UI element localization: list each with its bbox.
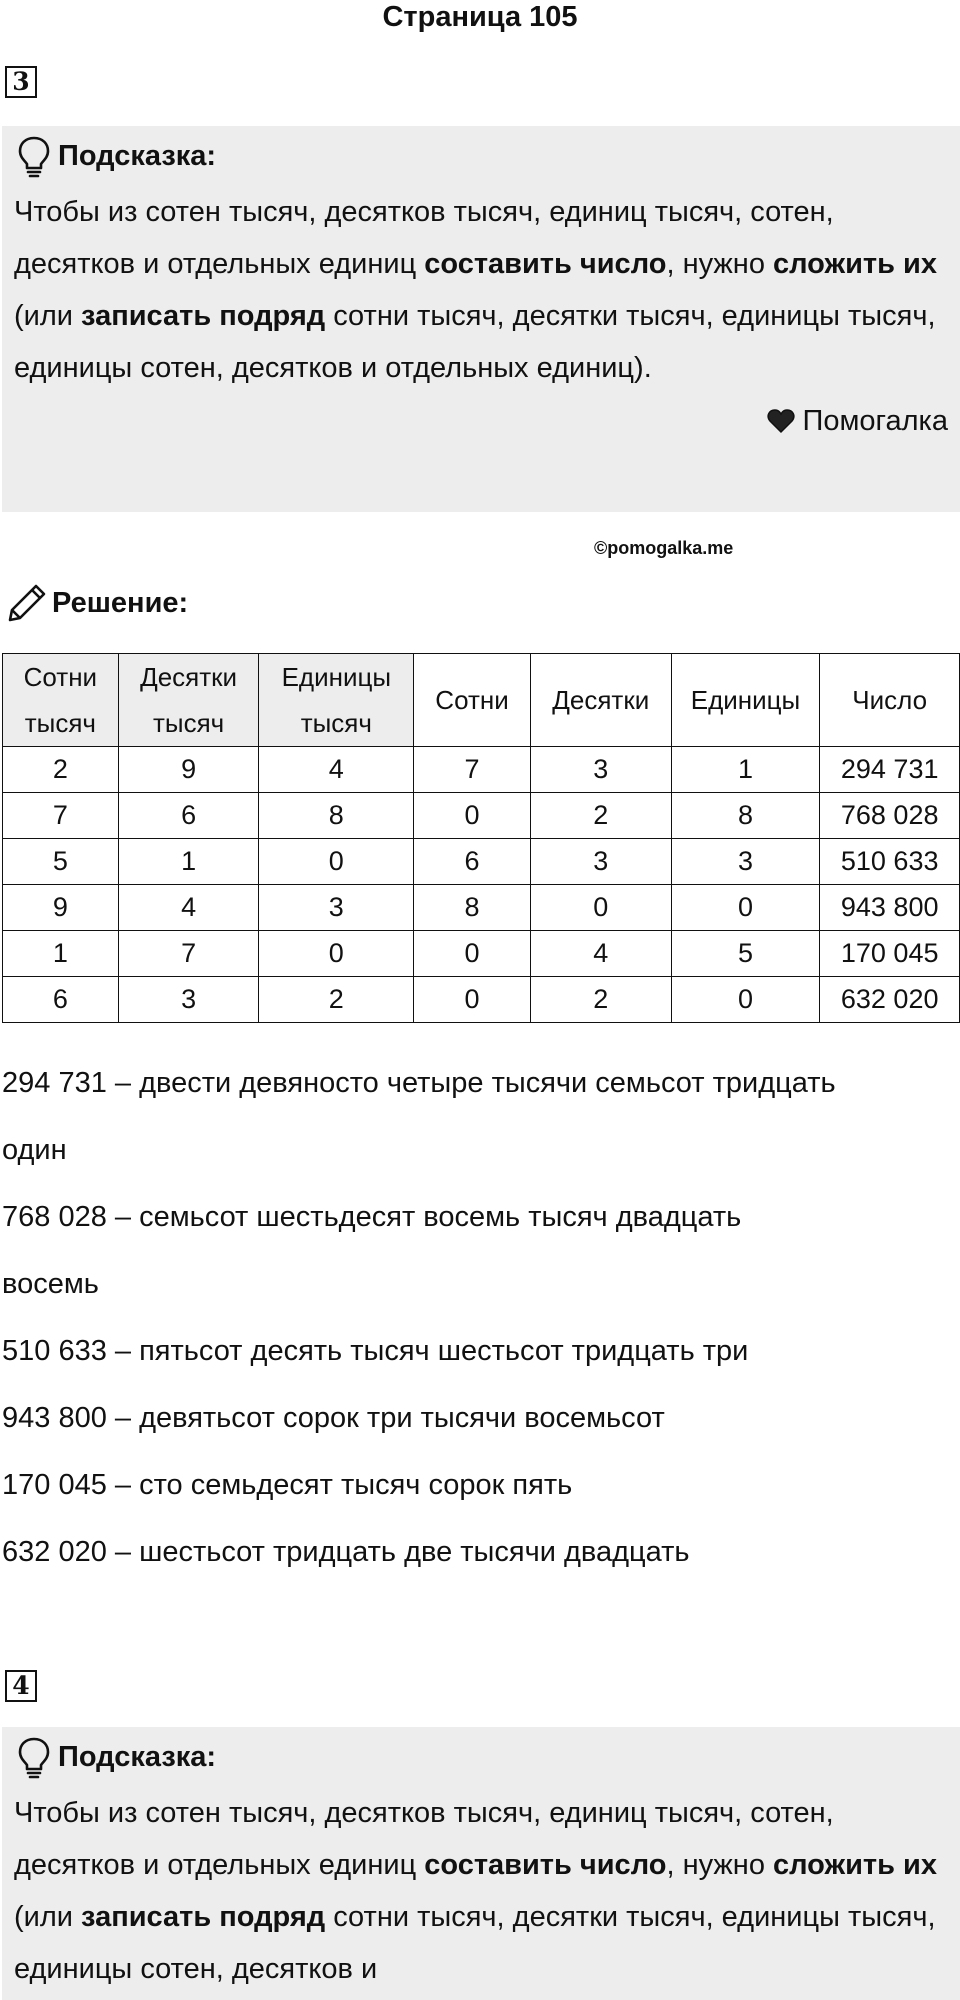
- table-header-row: [3, 654, 960, 747]
- hint-emphasis: составить число: [424, 1849, 667, 1881]
- table-cell: 5: [671, 931, 820, 977]
- table-cell: 9: [118, 747, 259, 793]
- table-header-cell: Число: [820, 654, 960, 747]
- table-cell: 3: [530, 839, 671, 885]
- hint-title: Подсказка:: [58, 1740, 217, 1773]
- hint-text-run: (или: [14, 1901, 82, 1933]
- table-cell: 8: [259, 793, 414, 839]
- table-cell: 0: [414, 977, 531, 1023]
- table-cell: 4: [530, 931, 671, 977]
- hint-text-run: сотни тысяч, десятки тысяч, единицы тысяч, единицы сотен, десятков и отдельных единиц).: [14, 300, 936, 384]
- hint-text-run: , нужно: [666, 1849, 774, 1881]
- answer-line: 510 633 – пятьсот десять тысяч шестьсот тридцать три: [2, 1335, 749, 1367]
- table-row: [3, 793, 960, 839]
- copyright: ©pomogalka.me: [594, 538, 734, 558]
- hint-emphasis: сложить их: [773, 1849, 937, 1881]
- table-body: [3, 747, 960, 1023]
- answer-line: 170 045 – сто семьдесят тысяч сорок пять: [2, 1469, 573, 1501]
- hint-text-run: Чтобы из сотен тысяч, десятков тысяч, единиц тысяч, сотен, десятков и отдельных единиц: [14, 196, 834, 280]
- answer-line: 632 020 – шестьсот тридцать две тысячи двадцать: [2, 1536, 690, 1568]
- answers-list: [2, 1050, 958, 1586]
- table-cell: 170 045: [820, 931, 960, 977]
- table-cell: 4: [259, 747, 414, 793]
- table-row: [3, 747, 960, 793]
- table-cell: 0: [259, 839, 414, 885]
- table-cell: 0: [530, 885, 671, 931]
- heart-icon: [767, 408, 795, 434]
- lightbulb-icon: [14, 1735, 54, 1779]
- table-row: [3, 885, 960, 931]
- table-cell: 0: [414, 793, 531, 839]
- task-number-3: 3: [5, 66, 37, 98]
- table-cell: 5: [3, 839, 119, 885]
- table-header-cell: Сотни: [414, 654, 531, 747]
- table-cell: 6: [414, 839, 531, 885]
- table-header-cell: Сотни тысяч: [3, 654, 119, 747]
- lightbulb-icon: [14, 134, 54, 178]
- table-cell: 4: [118, 885, 259, 931]
- answer-line: 943 800 – девятьсот сорок три тысячи восемьсот: [2, 1402, 665, 1434]
- answer-line: 768 028 – семьсот шестьдесят восемь тысяч двадцать: [2, 1201, 742, 1233]
- hint-text: [14, 186, 948, 394]
- hint-header: [14, 126, 948, 186]
- table-cell: 294 731: [820, 747, 960, 793]
- answer-line: один: [2, 1134, 67, 1166]
- table-cell: 2: [530, 977, 671, 1023]
- table-cell: 0: [671, 885, 820, 931]
- table-header-cell: Десятки: [530, 654, 671, 747]
- answer-line: 294 731 – двести девяносто четыре тысячи семьсот тридцать: [2, 1067, 836, 1099]
- hint-emphasis: сложить их: [773, 248, 937, 280]
- table-cell: 2: [259, 977, 414, 1023]
- table-cell: 7: [414, 747, 531, 793]
- table-cell: 3: [671, 839, 820, 885]
- table-cell: 7: [118, 931, 259, 977]
- table-cell: 943 800: [820, 885, 960, 931]
- hint-text-run: (или: [14, 300, 82, 332]
- solution-header: [6, 582, 188, 624]
- hint-footer: [14, 394, 948, 448]
- table-cell: 9: [3, 885, 119, 931]
- hint-title: Подсказка:: [58, 139, 217, 172]
- table-cell: 8: [414, 885, 531, 931]
- table-cell: 510 633: [820, 839, 960, 885]
- table-cell: 7: [3, 793, 119, 839]
- table-cell: 632 020: [820, 977, 960, 1023]
- table-header-cell: Единицы: [671, 654, 820, 747]
- table-cell: 3: [259, 885, 414, 931]
- page-title: Страница 105: [382, 1, 578, 33]
- table-cell: 2: [3, 747, 119, 793]
- table-cell: 0: [671, 977, 820, 1023]
- hint-emphasis: записать подряд: [81, 1901, 326, 1933]
- table-cell: 0: [414, 931, 531, 977]
- hint-box-task-4: [2, 1727, 960, 2000]
- table-cell: 8: [671, 793, 820, 839]
- digits-table: [2, 653, 960, 1023]
- hint-text-run: сотни тысяч, десятки тысяч, единицы тысяч, единицы сотен, десятков и: [14, 1901, 936, 1985]
- table-cell: 0: [259, 931, 414, 977]
- table-cell: 6: [3, 977, 119, 1023]
- table-header-cell: Десятки тысяч: [118, 654, 259, 747]
- table-cell: 1: [671, 747, 820, 793]
- table-cell: 768 028: [820, 793, 960, 839]
- hint-box-task-3: [2, 126, 960, 512]
- hint-text-run: , нужно: [666, 248, 774, 280]
- answer-line: восемь: [2, 1268, 99, 1300]
- table-cell: 6: [118, 793, 259, 839]
- hint-emphasis: записать подряд: [81, 300, 326, 332]
- table-cell: 3: [118, 977, 259, 1023]
- hint-emphasis: составить число: [424, 248, 667, 280]
- hint-footer-label: Помогалка: [802, 404, 948, 437]
- table-row: [3, 977, 960, 1023]
- hint-header: [14, 1727, 948, 1787]
- table-cell: 1: [3, 931, 119, 977]
- table-header-cell: Единицы тысяч: [259, 654, 414, 747]
- task-number-4: 4: [5, 1670, 37, 1702]
- hint-text: [14, 1787, 948, 1995]
- hint-text-run: Чтобы из сотен тысяч, десятков тысяч, единиц тысяч, сотен, десятков и отдельных единиц: [14, 1797, 834, 1881]
- table-cell: 3: [530, 747, 671, 793]
- table-row: [3, 931, 960, 977]
- pencil-icon: [6, 582, 48, 624]
- table-cell: 1: [118, 839, 259, 885]
- table-cell: 2: [530, 793, 671, 839]
- table-row: [3, 839, 960, 885]
- solution-title: Решение:: [52, 586, 189, 619]
